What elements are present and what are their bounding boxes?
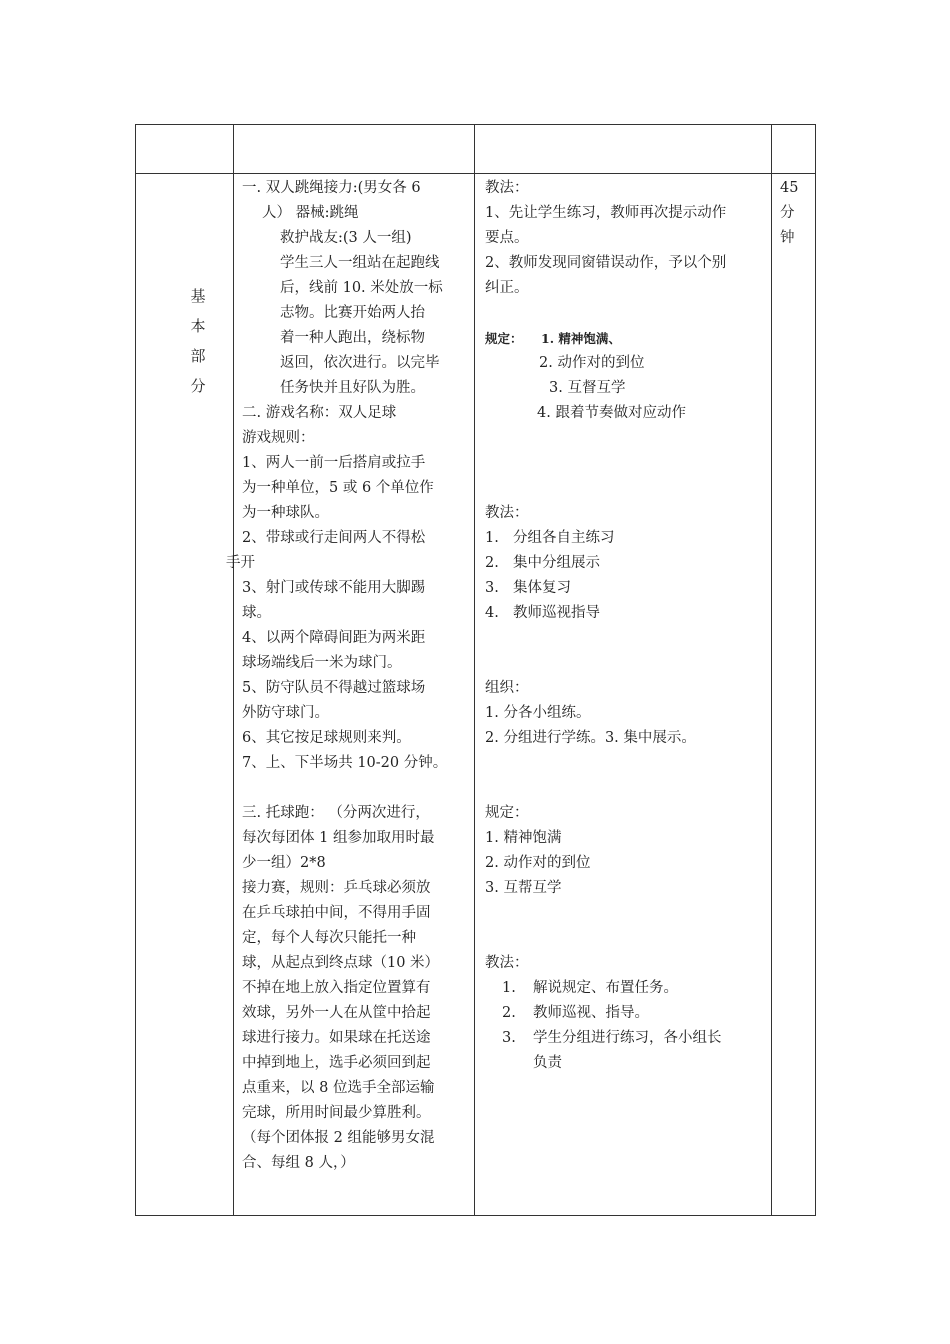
activity-content (226, 174, 474, 1176)
content-line: 人） 器械:跳绳 (262, 205, 359, 221)
content-line: 为一种球队。 (242, 505, 329, 521)
content-line: 接力赛，规则：乒乓球必须放 (242, 880, 431, 896)
content-line: 游戏规则： (242, 430, 315, 446)
content-line: 志物。比赛开始两人抬 (280, 305, 425, 321)
content-line: 救护战友:(3 人一组) (280, 230, 412, 246)
rule-item: 1. 精神饱满 (485, 830, 562, 846)
content-line: 4、以两个障碍间距为两米距 (242, 630, 426, 646)
content-line: 点重来，以 8 位选手全部运输 (242, 1080, 435, 1096)
content-line: 6、其它按足球规则来判。 (242, 730, 411, 746)
content-line: 2、带球或行走间两人不得松 (242, 530, 426, 546)
rule-item: 2. 动作对的到位 (485, 855, 591, 871)
content-line: 中掉到地上，选手必须回到起 (242, 1055, 431, 1071)
header-cell-content (234, 125, 475, 174)
rule-item: 3. 互帮互学 (485, 880, 562, 896)
content-line: 二. 游戏名称：双人足球 (242, 405, 397, 421)
content-line: 在乒乓球拍中间，不得用手固 (242, 905, 431, 921)
section-label (188, 281, 208, 401)
content-line: 完球，所用时间最少算胜利。 (242, 1105, 431, 1121)
time-cell (772, 174, 816, 1216)
content-line: 学生三人一组站在起跑线 (280, 255, 440, 271)
list-item: 2. 教师巡视、指导。 (502, 1005, 649, 1021)
header-cell-time (772, 125, 816, 174)
duration-unit: 钟 (780, 230, 795, 246)
content-line: 球进行接力。如果球在托送途 (242, 1030, 431, 1046)
rule-item: 3. 互督互学 (549, 380, 626, 396)
method-heading: 教法： (485, 180, 529, 196)
content-line: 1、两人一前一后搭肩或拉手 (242, 455, 426, 471)
method-line: 要点。 (485, 230, 529, 246)
organization-heading: 组织： (485, 680, 529, 696)
list-item: 3. 学生分组进行练习，各小组长 (502, 1030, 722, 1046)
rule-item: 2. 动作对的到位 (539, 355, 645, 371)
list-item: 4. 教师巡视指导 (485, 605, 600, 621)
method-heading: 教法： (485, 505, 529, 521)
organization-line: 2. 分组进行学练。3. 集中展示。 (485, 730, 696, 746)
section-char: 基 (190, 287, 206, 305)
section-char: 分 (190, 377, 206, 395)
list-item-continuation: 负责 (533, 1055, 562, 1071)
header-cell-section (136, 125, 234, 174)
section-char: 本 (190, 317, 206, 335)
content-line: 返回，依次进行。以完毕 (280, 355, 440, 371)
duration (772, 174, 815, 251)
content-line: 效球，另外一人在从筐中拾起 (242, 1005, 431, 1021)
lesson-plan-table (135, 124, 816, 1216)
content-line: 球场端线后一米为球门。 (242, 655, 402, 671)
content-line: 三. 托球跑： （分两次进行， (242, 805, 430, 821)
section-cell (136, 174, 234, 1216)
rules-label: 规定： (485, 331, 523, 346)
method-cell (475, 174, 772, 1216)
organization-line: 1. 分各小组练。 (485, 705, 591, 721)
duration-unit: 分 (780, 205, 795, 221)
method-heading: 教法： (485, 955, 529, 971)
rule-item: 4. 跟着节奏做对应动作 (537, 405, 686, 421)
list-item: 1. 解说规定、布置任务。 (502, 980, 678, 996)
section-char: 部 (190, 347, 206, 365)
list-item: 2. 集中分组展示 (485, 555, 600, 571)
rules-row (485, 326, 771, 351)
list-item: 1. 分组各自主练习 (485, 530, 615, 546)
content-line: 合、每组 8 人，） (242, 1155, 355, 1171)
content-line: 球。 (242, 605, 271, 621)
content-line: （每个团体报 2 组能够男女混 (242, 1130, 435, 1146)
content-line: 5、防守队员不得越过篮球场 (242, 680, 426, 696)
method-line: 2、教师发现同窗错误动作，予以个别 (485, 255, 727, 271)
rule-item: 1. 精神饱满、 (541, 331, 621, 346)
content-line: 球，从起点到终点球（10 米） (242, 955, 440, 971)
content-line: 任务快并且好队为胜。 (280, 380, 425, 396)
list-item: 3. 集体复习 (485, 580, 571, 596)
duration-value: 45 (780, 180, 799, 196)
content-cell (226, 174, 475, 1216)
content-line: 7、上、下半场共 10-20 分钟。 (242, 755, 448, 771)
content-line: 着一种人跑出，绕标物 (280, 330, 425, 346)
header-row (136, 125, 816, 174)
teaching-method (475, 174, 771, 1076)
main-row (136, 174, 816, 1216)
content-line: 每次每团体 1 组参加取用时最 (242, 830, 435, 846)
content-line: 一. 双人跳绳接力:(男女各 6 (242, 180, 421, 196)
method-line: 纠正。 (485, 280, 529, 296)
content-line: 手开 (226, 555, 255, 571)
content-line: 不掉在地上放入指定位置算有 (242, 980, 431, 996)
content-line: 3、射门或传球不能用大脚踢 (242, 580, 426, 596)
content-line: 为一种单位，5 或 6 个单位作 (242, 480, 434, 496)
content-line: 少一组）2*8 (242, 855, 326, 871)
content-line: 后，线前 10. 米处放一标 (280, 280, 443, 296)
content-line: 定，每个人每次只能托一种 (242, 930, 416, 946)
rules-heading: 规定： (485, 805, 529, 821)
content-line: 外防守球门。 (242, 705, 329, 721)
method-line: 1、先让学生练习，教师再次提示动作 (485, 205, 727, 221)
header-cell-method (475, 125, 772, 174)
